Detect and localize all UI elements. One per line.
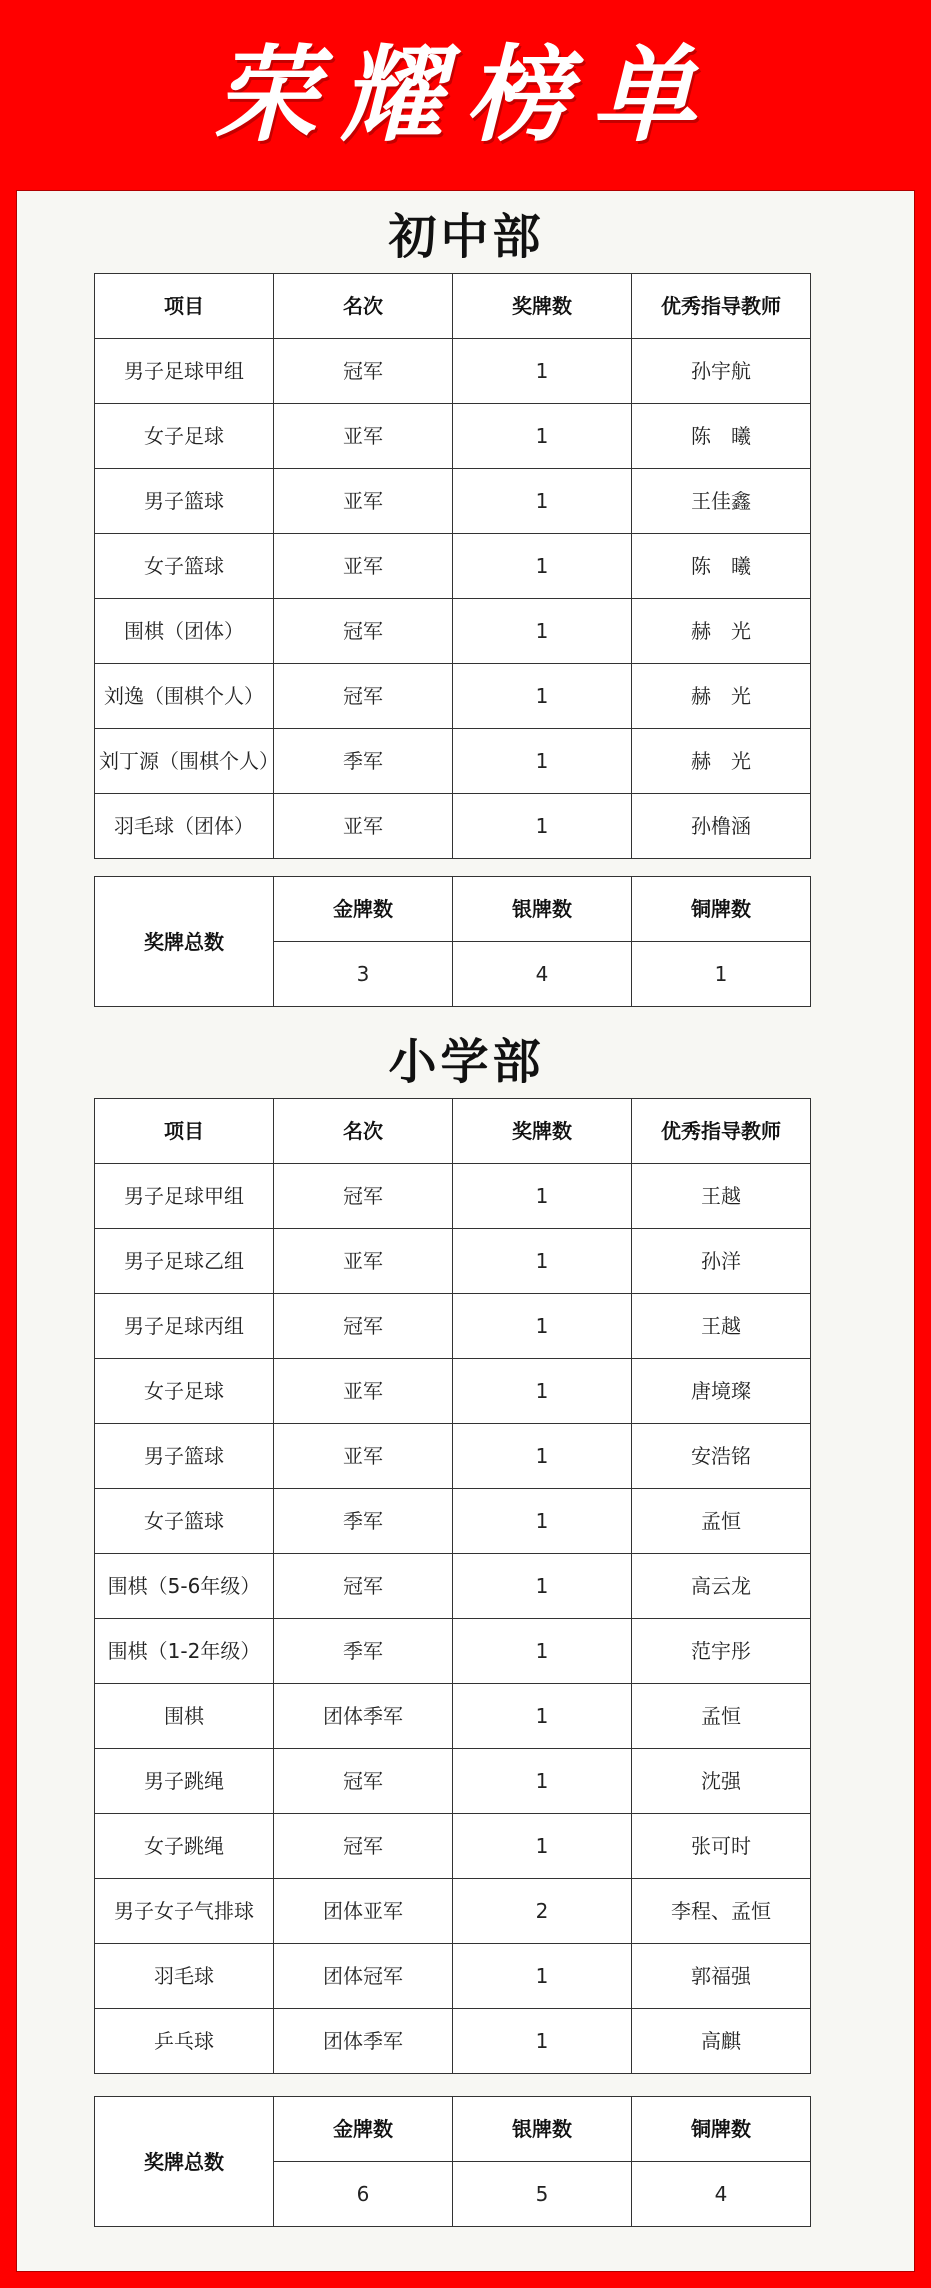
event-cell: 围棋（5-6年级） (95, 1554, 274, 1619)
table-row (95, 404, 811, 469)
medal-count-cell: 1 (453, 339, 632, 404)
rank-cell: 亚军 (274, 1424, 453, 1489)
coach-cell: 王越 (632, 1294, 811, 1359)
content-panel (16, 190, 915, 2272)
event-cell: 男子跳绳 (95, 1749, 274, 1814)
table-row (95, 1814, 811, 1879)
medal-count-cell: 1 (453, 1164, 632, 1229)
rank-header: 名次 (274, 1099, 453, 1164)
rank-cell: 冠军 (274, 1294, 453, 1359)
coach-cell: 孟恒 (632, 1489, 811, 1554)
rank-cell: 冠军 (274, 664, 453, 729)
medal-count-cell: 1 (453, 729, 632, 794)
rank-cell: 团体冠军 (274, 1944, 453, 2009)
rank-cell: 冠军 (274, 599, 453, 664)
medal-count-cell: 1 (453, 1944, 632, 2009)
rank-cell: 亚军 (274, 794, 453, 859)
medal-count-cell: 1 (453, 1814, 632, 1879)
medal-count-cell: 1 (453, 1294, 632, 1359)
totals-header-row (95, 2097, 811, 2162)
rank-cell: 冠军 (274, 1749, 453, 1814)
event-cell: 刘逸（围棋个人） (95, 664, 274, 729)
junior-section-title: 初中部 (388, 209, 545, 265)
rank-cell: 团体季军 (274, 2009, 453, 2074)
event-cell: 女子足球 (95, 404, 274, 469)
event-cell: 刘丁源（围棋个人） (95, 729, 274, 794)
primary-totals-table (94, 2096, 811, 2227)
medal-count-cell: 1 (453, 1489, 632, 1554)
coach-cell: 赫 光 (632, 664, 811, 729)
gold-count: 6 (274, 2162, 453, 2227)
table-row (95, 1489, 811, 1554)
table-row (95, 1619, 811, 1684)
coach-header: 优秀指导教师 (632, 274, 811, 339)
table-row (95, 729, 811, 794)
table-row (95, 664, 811, 729)
rank-cell: 团体季军 (274, 1684, 453, 1749)
coach-cell: 范宇彤 (632, 1619, 811, 1684)
event-cell: 女子篮球 (95, 1489, 274, 1554)
coach-cell: 王佳鑫 (632, 469, 811, 534)
coach-cell: 孙宇航 (632, 339, 811, 404)
medal-count-cell: 1 (453, 2009, 632, 2074)
event-cell: 男子篮球 (95, 469, 274, 534)
coach-cell: 郭福强 (632, 1944, 811, 2009)
banner-title: 荣耀榜单 (213, 33, 718, 156)
table-row (95, 1684, 811, 1749)
coach-cell: 高云龙 (632, 1554, 811, 1619)
medal-count-header: 奖牌数 (453, 1099, 632, 1164)
medal-count-cell: 1 (453, 664, 632, 729)
medal-count-cell: 1 (453, 1619, 632, 1684)
table-row (95, 339, 811, 404)
coach-cell: 孙橹涵 (632, 794, 811, 859)
event-cell: 男子足球丙组 (95, 1294, 274, 1359)
medal-count-cell: 1 (453, 469, 632, 534)
silver-header: 银牌数 (453, 2097, 632, 2162)
bronze-header: 铜牌数 (632, 2097, 811, 2162)
table-row (95, 1359, 811, 1424)
gold-header: 金牌数 (274, 877, 453, 942)
rank-cell: 亚军 (274, 534, 453, 599)
banner (0, 0, 931, 190)
table-row (95, 1749, 811, 1814)
table-row (95, 1554, 811, 1619)
coach-cell: 陈 曦 (632, 534, 811, 599)
coach-cell: 李程、孟恒 (632, 1879, 811, 1944)
event-cell: 羽毛球 (95, 1944, 274, 2009)
rank-cell: 冠军 (274, 1554, 453, 1619)
totals-label: 奖牌总数 (95, 877, 274, 1007)
bronze-count: 4 (632, 2162, 811, 2227)
medal-count-cell: 1 (453, 1424, 632, 1489)
rank-cell: 季军 (274, 729, 453, 794)
table-row (95, 2009, 811, 2074)
gold-header: 金牌数 (274, 2097, 453, 2162)
coach-cell: 高麒 (632, 2009, 811, 2074)
event-cell: 男子足球乙组 (95, 1229, 274, 1294)
event-cell: 女子跳绳 (95, 1814, 274, 1879)
table-header-row (95, 274, 811, 339)
coach-cell: 赫 光 (632, 729, 811, 794)
medal-count-cell: 1 (453, 1684, 632, 1749)
rank-cell: 亚军 (274, 404, 453, 469)
rank-cell: 季军 (274, 1489, 453, 1554)
rank-cell: 亚军 (274, 1229, 453, 1294)
table-header-row (95, 1099, 811, 1164)
rank-cell: 冠军 (274, 339, 453, 404)
primary-results-table (94, 1098, 811, 2074)
event-cell: 男子足球甲组 (95, 339, 274, 404)
event-cell: 女子足球 (95, 1359, 274, 1424)
event-header: 项目 (95, 1099, 274, 1164)
medal-count-cell: 1 (453, 1359, 632, 1424)
bronze-count: 1 (632, 942, 811, 1007)
event-cell: 男子篮球 (95, 1424, 274, 1489)
totals-label: 奖牌总数 (95, 2097, 274, 2227)
rank-header: 名次 (274, 274, 453, 339)
medal-count-cell: 2 (453, 1879, 632, 1944)
totals-header-row (95, 877, 811, 942)
medal-count-cell: 1 (453, 1554, 632, 1619)
event-header: 项目 (95, 274, 274, 339)
coach-cell: 孟恒 (632, 1684, 811, 1749)
table-row (95, 1294, 811, 1359)
coach-cell: 张可时 (632, 1814, 811, 1879)
medal-count-cell: 1 (453, 794, 632, 859)
rank-cell: 亚军 (274, 469, 453, 534)
medal-count-header: 奖牌数 (453, 274, 632, 339)
rank-cell: 团体亚军 (274, 1879, 453, 1944)
table-row (95, 1879, 811, 1944)
event-cell: 女子篮球 (95, 534, 274, 599)
event-cell: 羽毛球（团体） (95, 794, 274, 859)
table-row (95, 1229, 811, 1294)
silver-count: 4 (453, 942, 632, 1007)
coach-cell: 沈强 (632, 1749, 811, 1814)
coach-header: 优秀指导教师 (632, 1099, 811, 1164)
rank-cell: 季军 (274, 1619, 453, 1684)
silver-header: 银牌数 (453, 877, 632, 942)
rank-cell: 冠军 (274, 1814, 453, 1879)
table-row (95, 599, 811, 664)
rank-cell: 亚军 (274, 1359, 453, 1424)
medal-count-cell: 1 (453, 534, 632, 599)
event-cell: 围棋 (95, 1684, 274, 1749)
coach-cell: 唐境璨 (632, 1359, 811, 1424)
junior-results-table (94, 273, 811, 859)
coach-cell: 孙洋 (632, 1229, 811, 1294)
gold-count: 3 (274, 942, 453, 1007)
table-row (95, 469, 811, 534)
medal-count-cell: 1 (453, 1229, 632, 1294)
table-row (95, 1164, 811, 1229)
primary-section-title: 小学部 (388, 1034, 545, 1090)
event-cell: 围棋（团体） (95, 599, 274, 664)
table-row (95, 534, 811, 599)
medal-count-cell: 1 (453, 1749, 632, 1814)
table-row (95, 794, 811, 859)
event-cell: 围棋（1-2年级） (95, 1619, 274, 1684)
table-row (95, 1944, 811, 2009)
event-cell: 男子女子气排球 (95, 1879, 274, 1944)
coach-cell: 赫 光 (632, 599, 811, 664)
rank-cell: 冠军 (274, 1164, 453, 1229)
medal-count-cell: 1 (453, 599, 632, 664)
junior-totals-table (94, 876, 811, 1007)
silver-count: 5 (453, 2162, 632, 2227)
table-row (95, 1424, 811, 1489)
coach-cell: 陈 曦 (632, 404, 811, 469)
event-cell: 男子足球甲组 (95, 1164, 274, 1229)
medal-count-cell: 1 (453, 404, 632, 469)
event-cell: 乒乓球 (95, 2009, 274, 2074)
coach-cell: 王越 (632, 1164, 811, 1229)
bronze-header: 铜牌数 (632, 877, 811, 942)
coach-cell: 安浩铭 (632, 1424, 811, 1489)
